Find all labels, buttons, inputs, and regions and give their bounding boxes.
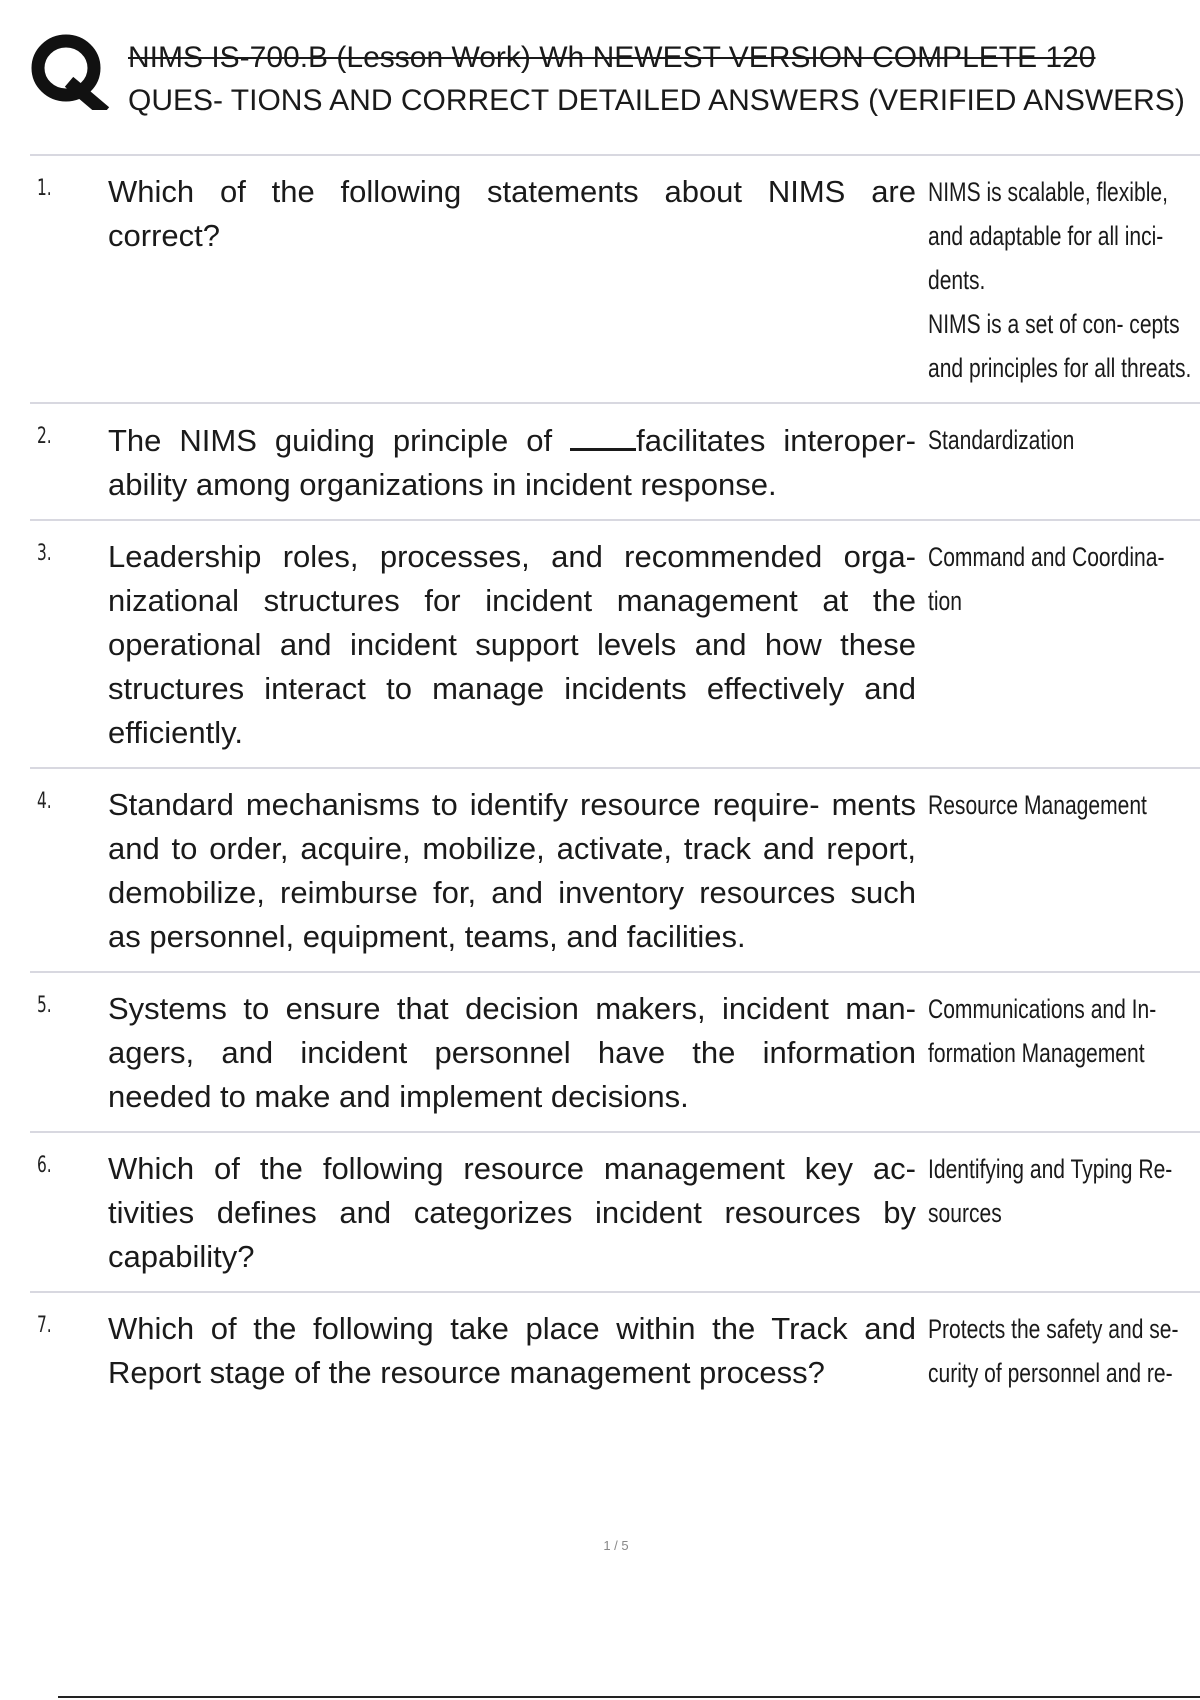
answer-content: Command and Coordina- tion xyxy=(928,542,1165,616)
answer-text xyxy=(920,1147,1200,1279)
item-number: 1. xyxy=(37,176,52,201)
answer-content: Resource Management xyxy=(928,790,1147,820)
answer-content: Standardization xyxy=(928,425,1075,455)
answer-content: Identifying and Typing Re- sources xyxy=(928,1154,1173,1228)
answer-text xyxy=(920,783,1200,959)
document-title xyxy=(128,36,1200,122)
fill-in-blank xyxy=(570,418,636,451)
question-text: Standard mechanisms to identify resource require- ments and to order, acquire, mobilize, activate, track and report, demobilize, reimburse for, and inventory resources such as personnel, equipment, teams, and facilities. xyxy=(108,787,916,954)
question-text: Which of the following resource management key ac- tivities defines and categorizes incident resources by capability? xyxy=(108,1151,916,1274)
answer-content: NIMS is scalable, flexible, and adaptable for all inci- dents. NIMS is a set of con- cepts and principles for all threats. xyxy=(928,177,1192,383)
qa-item xyxy=(30,404,1200,521)
item-number: 2. xyxy=(37,424,52,449)
qa-item xyxy=(30,1293,1200,1407)
answer-text xyxy=(920,418,1200,507)
qa-item xyxy=(30,973,1200,1133)
qa-item xyxy=(30,1133,1200,1293)
page-number: 1 / 5 xyxy=(603,1538,629,1553)
question-text: Leadership roles, processes, and recommended orga- nizational structures for incident management at the operational and incident support levels and how these structures interact to manage incidents effectively and efficiently. xyxy=(108,539,916,750)
qa-item xyxy=(30,769,1200,973)
item-number: 3. xyxy=(37,541,52,566)
q-logo-icon xyxy=(30,30,112,110)
answer-text xyxy=(920,1307,1200,1395)
footer-divider xyxy=(58,1696,1200,1698)
question-text-before-blank: The NIMS guiding principle of xyxy=(108,423,571,458)
answer-text xyxy=(920,987,1200,1119)
item-number: 5. xyxy=(37,993,52,1018)
title-line-1: NIMS IS-700.B (Lesson Work) Wh NEWEST VERSION COMPLETE 120 xyxy=(128,41,1096,74)
answer-content: Protects the safety and se- curity of personnel and re- xyxy=(928,1314,1179,1388)
qa-item xyxy=(30,521,1200,769)
answer-content: Communications and In- formation Management xyxy=(928,994,1157,1068)
qa-list xyxy=(30,154,1200,1407)
question-text: Which of the following statements about NIMS are correct? xyxy=(108,174,916,253)
question-text xyxy=(108,418,920,507)
question-text: Which of the following take place within the Track and Report stage of the resource management process? xyxy=(108,1311,916,1390)
item-number: 7. xyxy=(37,1313,52,1338)
answer-text xyxy=(920,535,1200,755)
qa-item xyxy=(30,156,1200,404)
item-number: 4. xyxy=(37,789,52,814)
title-line-2: QUES- TIONS AND CORRECT DETAILED ANSWERS (VERIFIED ANSWERS) xyxy=(128,84,1185,117)
item-number: 6. xyxy=(37,1153,52,1178)
question-text: Systems to ensure that decision makers, incident man- agers, and incident personnel have the information needed to make and implement decisions. xyxy=(108,991,916,1114)
question-text-after-blank: facilitates interoper- ability among organizations in incident response. xyxy=(108,423,917,502)
answer-text xyxy=(920,170,1200,390)
